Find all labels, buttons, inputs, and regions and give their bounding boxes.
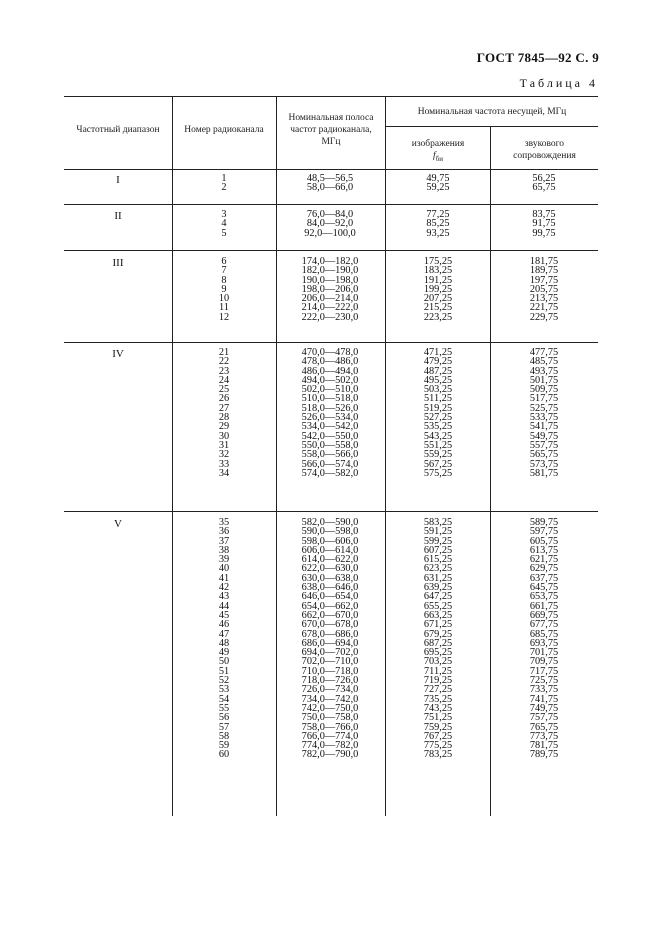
sound-carrier-cell: 205,75	[529, 283, 559, 295]
range-name: II	[114, 210, 122, 222]
image-carrier-cell: 199,25	[423, 283, 453, 295]
image-carrier-cell: 543,25	[423, 430, 453, 442]
page-title: ГОСТ 7845—92 С. 9	[476, 50, 599, 65]
image-carrier-cell: 695,25	[423, 647, 453, 659]
channel-number: 28	[218, 412, 230, 424]
sound-carrier-cell: 573,75	[529, 458, 559, 470]
sound-carrier-cell: 83,75	[532, 209, 556, 220]
sound-carrier-cell: 765,75	[529, 721, 559, 733]
image-carrier-cell: 551,25	[423, 439, 453, 451]
channel-number: 39	[218, 554, 230, 566]
channel-number: 40	[218, 563, 230, 575]
image-carrier-cell: 175,25	[423, 256, 453, 267]
channel-number: 51	[218, 665, 230, 677]
band-cell: 622,0—630,0	[301, 563, 359, 575]
image-carrier-cell: 639,25	[423, 582, 453, 594]
image-carrier-cell: 703,25	[423, 656, 453, 668]
sound-carrier-cell: 685,75	[529, 628, 559, 640]
band-cell: 470,0—478,0	[301, 347, 359, 358]
sound-carrier-cell: 789,75	[529, 749, 559, 761]
band-cell: 534,0—542,0	[301, 421, 359, 433]
image-carrier-cell: 519,25	[423, 402, 453, 414]
channel-number: 4	[221, 218, 227, 230]
channel-number: 60	[218, 749, 230, 761]
band-cell: 48,5—56,5	[306, 173, 354, 184]
image-carrier-cell: 559,25	[423, 449, 453, 461]
image-carrier-cell: 223,25	[423, 311, 453, 323]
sound-carrier-cell: 637,75	[529, 572, 559, 584]
sound-carrier-cell: 749,75	[529, 702, 559, 714]
band-cell: 678,0—686,0	[301, 628, 359, 640]
sound-carrier-cell: 677,75	[529, 619, 559, 631]
channel-number: 35	[218, 517, 230, 528]
header-bottom-rule	[64, 169, 598, 170]
band-cell: 214,0—222,0	[301, 302, 359, 314]
carrier-subrule	[386, 126, 598, 127]
band-cell: 702,0—710,0	[301, 656, 359, 668]
group-separator-3	[64, 342, 598, 343]
channel-number: 55	[218, 702, 230, 714]
image-carrier-cell: 783,25	[423, 749, 453, 761]
sound-carrier-cell: 477,75	[529, 347, 559, 358]
image-carrier-cell: 607,25	[423, 544, 453, 556]
group-separator-4	[64, 511, 598, 512]
channel-number: 29	[218, 421, 230, 433]
channel-number: 26	[218, 393, 230, 405]
table-row	[64, 183, 597, 192]
image-carrier-cell: 511,25	[424, 393, 452, 405]
table-label: Таблица 4	[519, 76, 598, 90]
band-cell: 750,0—758,0	[301, 712, 359, 724]
sound-carrier-cell: 613,75	[529, 544, 559, 556]
image-carrier-cell: 503,25	[423, 384, 453, 396]
channel-number: 27	[218, 402, 230, 414]
sound-carrier-cell: 669,75	[529, 609, 559, 621]
image-carrier-cell: 59,25	[426, 182, 450, 194]
channel-number: 54	[218, 693, 230, 705]
band-cell: 694,0—702,0	[301, 647, 359, 659]
channel-number: 21	[218, 347, 230, 358]
header-sound-line1: звукового	[524, 139, 565, 149]
table-row	[64, 229, 597, 238]
image-carrier-cell: 191,25	[423, 274, 453, 286]
band-cell: 526,0—534,0	[301, 412, 359, 424]
range-name: V	[114, 518, 122, 530]
band-cell: 190,0—198,0	[301, 274, 359, 286]
image-carrier-cell: 719,25	[423, 675, 453, 687]
sound-carrier-cell: 501,75	[529, 374, 559, 386]
channel-number: 53	[218, 684, 230, 696]
header-band-line2: частот радиоканала,	[290, 125, 372, 135]
header-sound-line2: сопровождения	[513, 151, 576, 161]
group-separator-1	[64, 204, 598, 205]
image-carrier-cell: 207,25	[423, 293, 453, 305]
channel-number: 46	[218, 619, 230, 631]
sound-carrier-cell: 629,75	[529, 563, 559, 575]
channel-number: 59	[218, 740, 230, 752]
image-carrier-cell: 615,25	[423, 554, 453, 566]
image-carrier-cell: 679,25	[423, 628, 453, 640]
image-carrier-cell: 583,25	[423, 517, 453, 528]
image-carrier-cell: 527,25	[423, 412, 453, 424]
image-carrier-cell: 631,25	[423, 572, 453, 584]
header-image-line1: изображения	[411, 139, 465, 149]
band-cell: 662,0—670,0	[301, 609, 359, 621]
sound-carrier-cell: 693,75	[529, 637, 559, 649]
channel-number: 34	[218, 467, 230, 479]
sound-carrier-cell: 621,75	[529, 554, 559, 566]
image-carrier-cell: 663,25	[423, 609, 453, 621]
channel-number: 30	[218, 430, 230, 442]
sound-carrier-cell: 517,75	[529, 393, 559, 405]
channel-number: 33	[218, 458, 230, 470]
channel-number: 11	[219, 302, 229, 314]
header-image	[386, 138, 490, 165]
table-row	[64, 313, 597, 322]
image-carrier-cell: 575,25	[423, 467, 453, 479]
image-carrier-cell: 495,25	[423, 374, 453, 386]
channel-number: 45	[218, 609, 230, 621]
band-cell: 518,0—526,0	[301, 402, 359, 414]
band-cell: 766,0—774,0	[301, 730, 359, 742]
image-carrier-cell: 591,25	[423, 526, 453, 538]
sound-carrier-cell: 781,75	[529, 740, 559, 752]
band-cell: 502,0—510,0	[301, 384, 359, 396]
band-cell: 494,0—502,0	[301, 374, 359, 386]
image-carrier-cell: 647,25	[423, 591, 453, 603]
band-cell: 510,0—518,0	[301, 393, 359, 405]
band-cell: 92,0—100,0	[304, 227, 356, 239]
image-carrier-cell: 687,25	[423, 637, 453, 649]
sound-carrier-cell: 549,75	[529, 430, 559, 442]
sound-carrier-cell: 589,75	[529, 517, 559, 528]
sound-carrier-cell: 533,75	[529, 412, 559, 424]
group-separator-2	[64, 250, 598, 251]
band-cell: 742,0—750,0	[301, 702, 359, 714]
sound-carrier-cell: 197,75	[529, 274, 559, 286]
image-carrier-cell: 751,25	[423, 712, 453, 724]
band-cell: 782,0—790,0	[301, 749, 359, 761]
channel-number: 49	[218, 647, 230, 659]
band-cell: 718,0—726,0	[301, 675, 359, 687]
image-carrier-cell: 487,25	[423, 365, 453, 377]
band-cell: 734,0—742,0	[301, 693, 359, 705]
sound-carrier-cell: 541,75	[529, 421, 559, 433]
channel-number: 57	[218, 721, 230, 733]
image-carrier-cell: 727,25	[423, 684, 453, 696]
header-band	[277, 112, 385, 148]
band-cell: 558,0—566,0	[301, 449, 359, 461]
image-carrier-cell: 623,25	[423, 563, 453, 575]
sound-carrier-cell: 221,75	[529, 302, 559, 314]
image-carrier-cell: 775,25	[423, 740, 453, 752]
band-cell: 582,0—590,0	[301, 517, 359, 528]
image-carrier-cell: 735,25	[423, 693, 453, 705]
band-cell: 654,0—662,0	[301, 600, 359, 612]
channel-number: 43	[218, 591, 230, 603]
image-carrier-cell: 599,25	[423, 535, 453, 547]
channel-number: 48	[218, 637, 230, 649]
sound-carrier-cell: 661,75	[529, 600, 559, 612]
sound-carrier-cell: 189,75	[529, 265, 559, 277]
image-carrier-cell: 671,25	[423, 619, 453, 631]
sound-carrier-cell: 229,75	[529, 311, 559, 323]
band-cell: 76,0—84,0	[306, 209, 354, 220]
sound-carrier-cell: 213,75	[529, 293, 559, 305]
band-cell: 670,0—678,0	[301, 619, 359, 631]
channel-number: 2	[221, 182, 227, 194]
channel-number: 50	[218, 656, 230, 668]
sound-carrier-cell: 565,75	[529, 449, 559, 461]
image-carrier-cell: 535,25	[423, 421, 453, 433]
sound-carrier-cell: 525,75	[529, 402, 559, 414]
band-cell: 646,0—654,0	[301, 591, 359, 603]
band-cell: 598,0—606,0	[301, 535, 359, 547]
sound-carrier-cell: 99,75	[532, 227, 556, 239]
sound-carrier-cell: 509,75	[529, 384, 559, 396]
sound-carrier-cell: 91,75	[532, 218, 556, 230]
band-cell: 542,0—550,0	[301, 430, 359, 442]
image-carrier-cell: 711,25	[424, 665, 452, 677]
band-cell: 174,0—182,0	[301, 256, 359, 267]
channel-number: 3	[221, 209, 227, 220]
table-top-rule	[64, 96, 598, 97]
channel-number: 32	[218, 449, 230, 461]
band-cell: 58,0—66,0	[306, 182, 354, 194]
band-cell: 638,0—646,0	[301, 582, 359, 594]
sound-carrier-cell: 701,75	[529, 647, 559, 659]
sound-carrier-cell: 757,75	[529, 712, 559, 724]
channel-number: 5	[221, 227, 227, 239]
image-carrier-cell: 183,25	[423, 265, 453, 277]
image-carrier-cell: 77,25	[426, 209, 450, 220]
range-name: III	[112, 257, 124, 269]
channel-number: 9	[221, 283, 227, 295]
band-cell: 630,0—638,0	[301, 572, 359, 584]
channel-number: 52	[218, 675, 230, 687]
header-band-line3: МГц	[321, 137, 341, 147]
band-cell: 206,0—214,0	[301, 293, 359, 305]
band-cell: 566,0—574,0	[301, 458, 359, 470]
range-name: I	[116, 174, 120, 186]
header-band-line1: Номинальная полоса	[288, 113, 374, 123]
band-cell: 758,0—766,0	[301, 721, 359, 733]
band-cell: 550,0—558,0	[301, 439, 359, 451]
sound-carrier-cell: 733,75	[529, 684, 559, 696]
image-carrier-cell: 93,25	[426, 227, 450, 239]
sound-carrier-cell: 645,75	[529, 582, 559, 594]
sound-carrier-cell: 485,75	[529, 356, 559, 368]
sound-carrier-cell: 717,75	[529, 665, 559, 677]
sound-carrier-cell: 581,75	[529, 467, 559, 479]
header-channel: Номер радиоканала	[184, 125, 264, 135]
image-carrier-cell: 759,25	[423, 721, 453, 733]
channel-number: 44	[218, 600, 230, 612]
image-carrier-cell: 85,25	[426, 218, 450, 230]
band-cell: 710,0—718,0	[301, 665, 359, 677]
image-carrier-cell: 567,25	[423, 458, 453, 470]
sound-carrier-cell: 65,75	[532, 182, 556, 194]
band-cell: 182,0—190,0	[301, 265, 359, 277]
channel-number: 23	[218, 365, 230, 377]
sound-carrier-cell: 741,75	[529, 693, 559, 705]
channel-number: 1	[221, 173, 227, 184]
band-cell: 590,0—598,0	[301, 526, 359, 538]
channel-number: 41	[218, 572, 230, 584]
header-image-subscript: би	[435, 154, 443, 163]
channel-number: 31	[218, 439, 230, 451]
range-name: IV	[112, 348, 124, 360]
channel-number: 8	[221, 274, 227, 286]
sound-carrier-cell: 725,75	[529, 675, 559, 687]
sound-carrier-cell: 653,75	[529, 591, 559, 603]
channel-number: 12	[218, 311, 230, 323]
sound-carrier-cell: 597,75	[529, 526, 559, 538]
band-cell: 222,0—230,0	[301, 311, 359, 323]
channel-number: 56	[218, 712, 230, 724]
band-cell: 478,0—486,0	[301, 356, 359, 368]
channel-number: 22	[218, 356, 230, 368]
image-carrier-cell: 743,25	[423, 702, 453, 714]
channel-number: 58	[218, 730, 230, 742]
band-cell: 574,0—582,0	[301, 467, 359, 479]
band-cell: 198,0—206,0	[301, 283, 359, 295]
sound-carrier-cell: 557,75	[529, 439, 559, 451]
image-carrier-cell: 471,25	[423, 347, 453, 358]
header-image-line2	[386, 150, 490, 165]
channel-number: 7	[221, 265, 227, 277]
sound-carrier-cell: 493,75	[529, 365, 559, 377]
image-carrier-cell: 655,25	[423, 600, 453, 612]
sound-carrier-cell: 773,75	[529, 730, 559, 742]
sound-carrier-cell: 605,75	[529, 535, 559, 547]
sound-carrier-cell: 181,75	[529, 256, 559, 267]
image-carrier-cell: 479,25	[423, 356, 453, 368]
channel-number: 37	[218, 535, 230, 547]
channel-number: 6	[221, 256, 227, 267]
channel-number: 24	[218, 374, 230, 386]
sound-carrier-cell: 709,75	[529, 656, 559, 668]
channel-number: 38	[218, 544, 230, 556]
channel-number: 10	[218, 293, 230, 305]
header-sound	[491, 138, 598, 162]
table-row	[64, 750, 597, 759]
channel-number: 36	[218, 526, 230, 538]
sound-carrier-cell: 56,25	[532, 173, 556, 184]
band-cell: 606,0—614,0	[301, 544, 359, 556]
channel-number: 25	[218, 384, 230, 396]
channel-number: 42	[218, 582, 230, 594]
table-row	[64, 469, 597, 478]
header-range: Частотный диапазон	[76, 125, 160, 135]
band-cell: 84,0—92,0	[306, 218, 354, 230]
band-cell: 774,0—782,0	[301, 740, 359, 752]
header-image-symbol: f	[433, 151, 436, 161]
image-carrier-cell: 215,25	[423, 302, 453, 314]
image-carrier-cell: 767,25	[423, 730, 453, 742]
band-cell: 486,0—494,0	[301, 365, 359, 377]
header-carrier: Номинальная частота несущей, МГц	[417, 107, 567, 117]
band-cell: 614,0—622,0	[301, 554, 359, 566]
band-cell: 686,0—694,0	[301, 637, 359, 649]
band-cell: 726,0—734,0	[301, 684, 359, 696]
channel-number: 47	[218, 628, 230, 640]
image-carrier-cell: 49,75	[426, 173, 450, 184]
